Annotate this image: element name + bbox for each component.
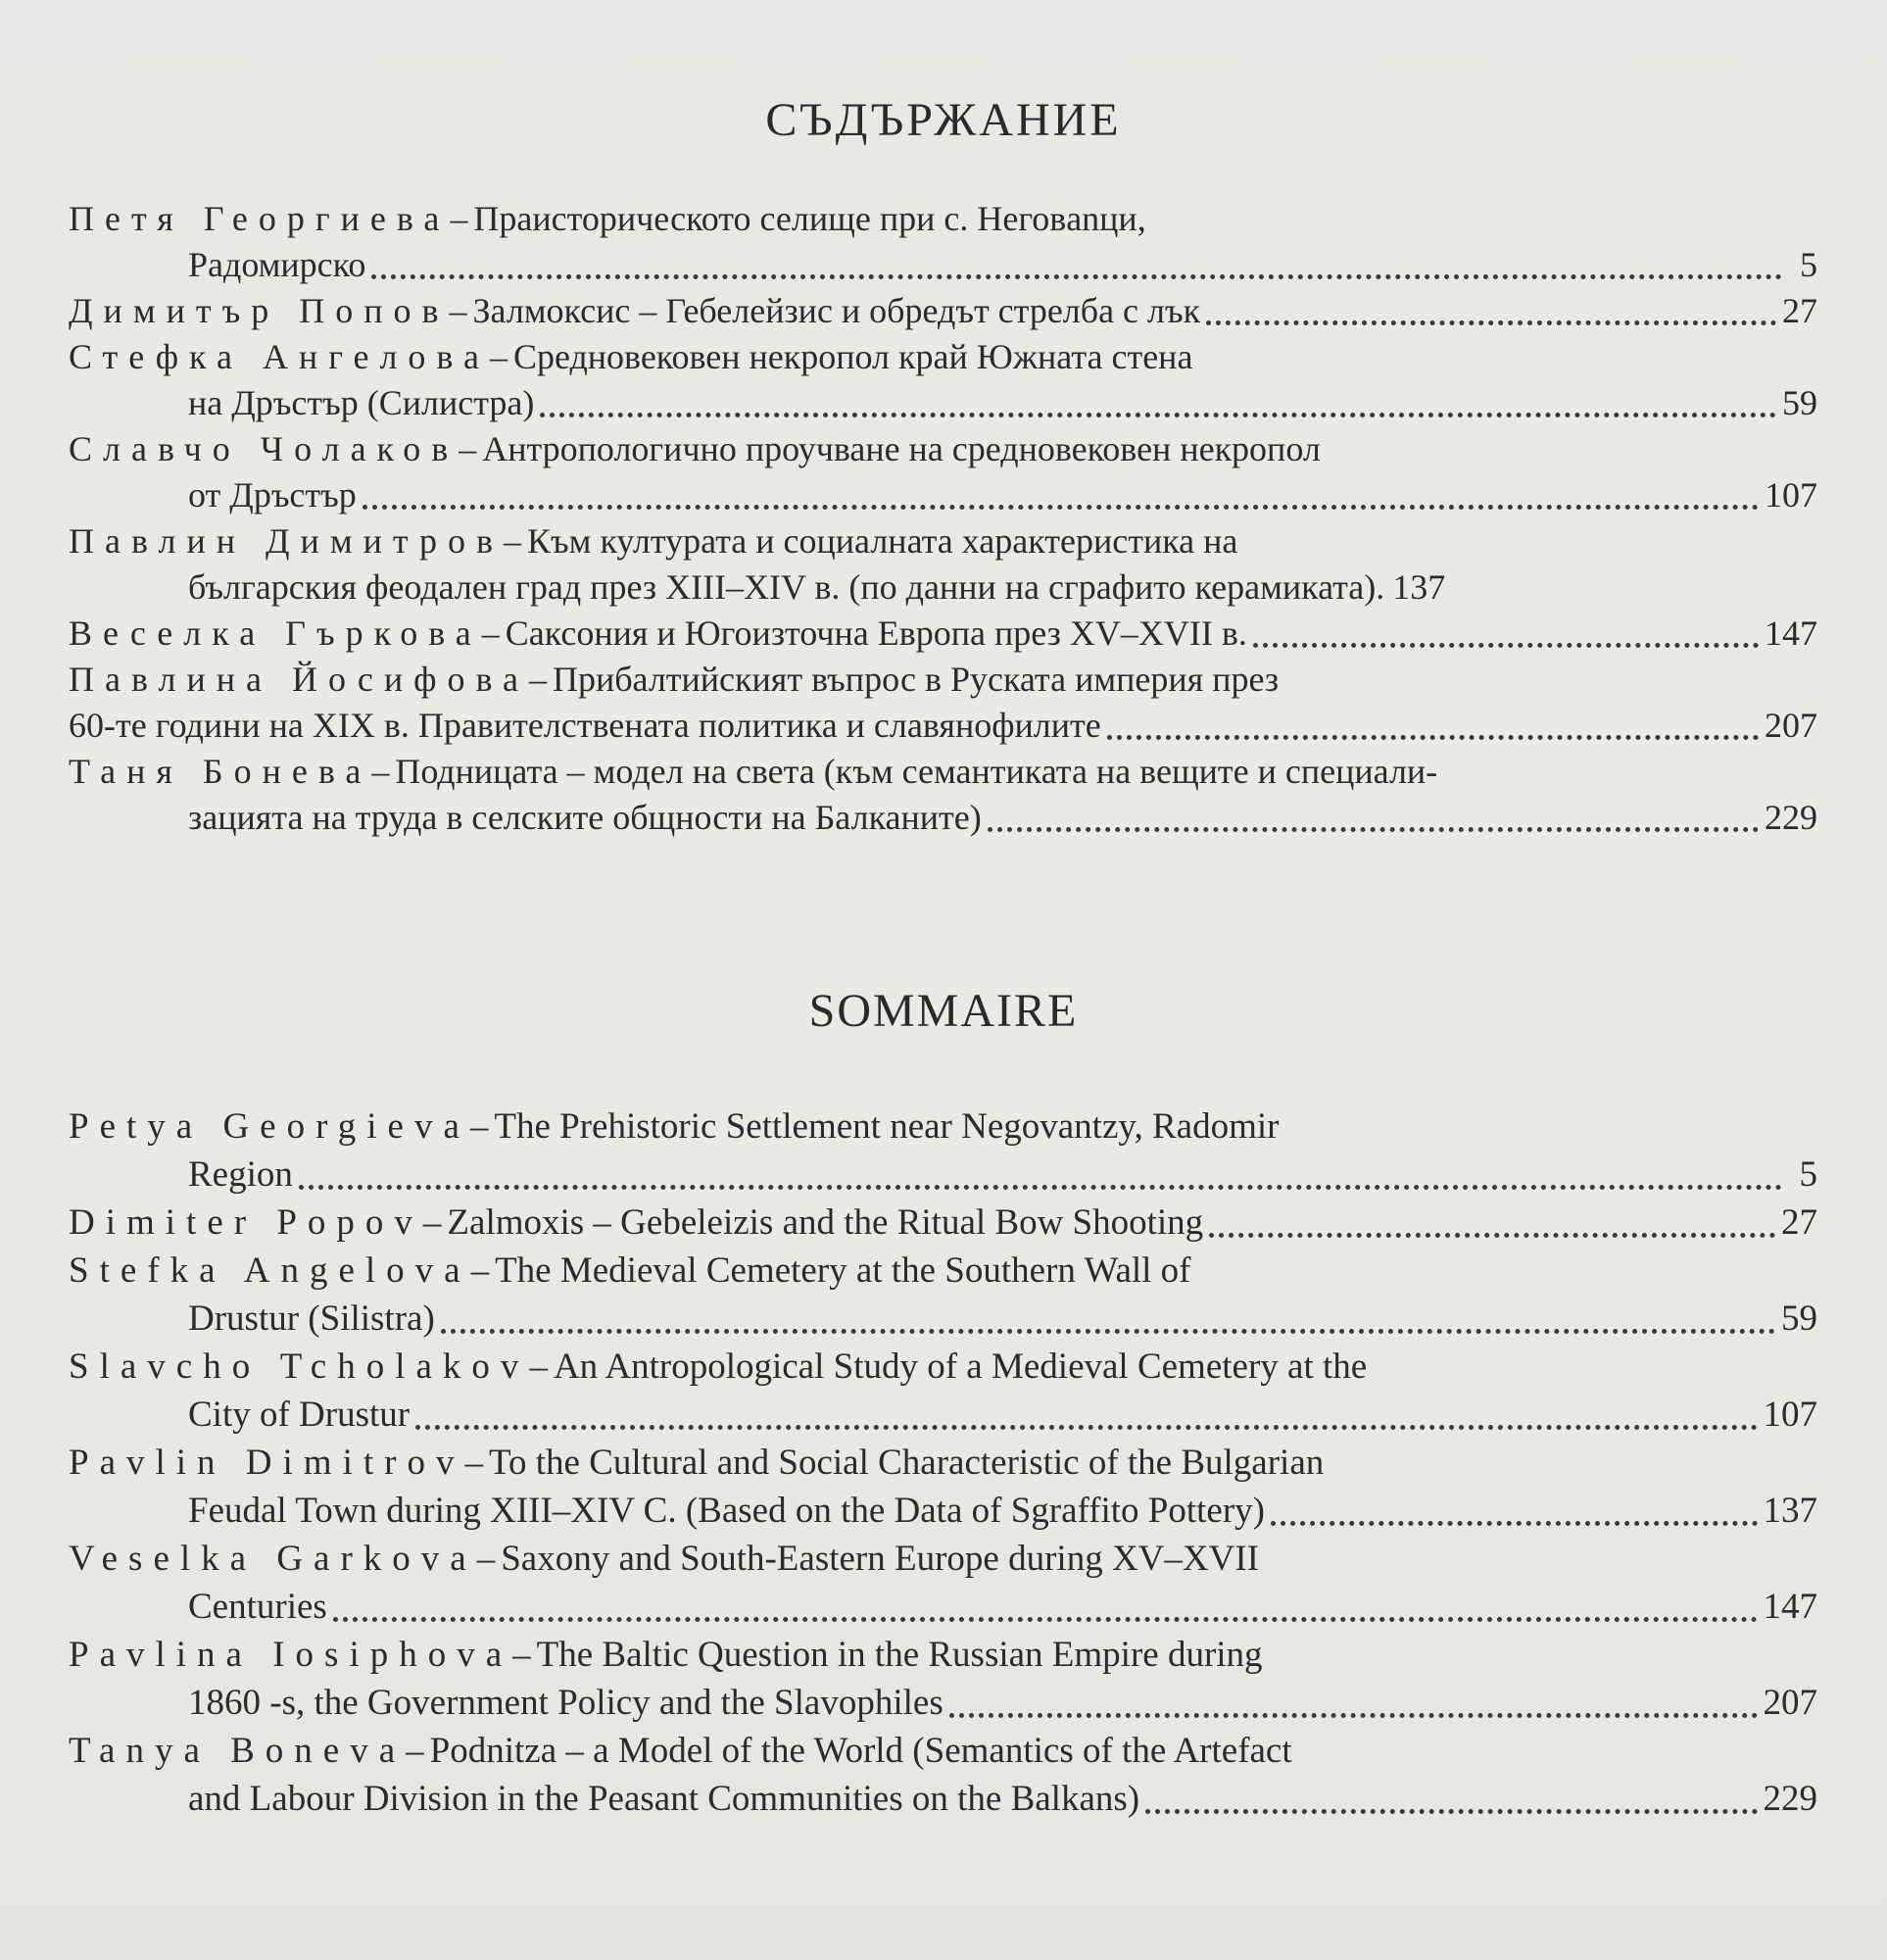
table-of-contents-fr <box>69 1102 1817 1823</box>
table-of-contents-bg <box>69 196 1817 841</box>
toc-page-number: 207 <box>1765 706 1817 745</box>
toc-page-number: 27 <box>1782 291 1817 330</box>
toc-title-continued: Радомирско <box>188 245 366 284</box>
toc-title: An Antropological Study of a Medieval Cemetery at the <box>553 1347 1368 1387</box>
toc-separator: – <box>528 660 547 699</box>
toc-title-continued: 60-те години на XIX в. Правителствената политика и славянофилите <box>69 706 1101 745</box>
toc-title-continued: българския феодален град през XIII–XIV в. (по данни на сграфито керамиката). <box>188 567 1385 607</box>
toc-title: Подницата – модел на света (към семантиката на вещите и специали- <box>395 752 1438 791</box>
toc-entry-line <box>69 1679 1817 1727</box>
toc-title: Саксония и Югоизточна Европа през XV–XVII в. <box>505 613 1247 653</box>
leader-dots <box>299 1185 1782 1190</box>
toc-entry-line <box>69 1151 1817 1199</box>
toc-separator: – <box>476 1539 496 1579</box>
toc-entry-line <box>69 334 1817 380</box>
contents-heading-bg: СЪДЪРЖАНИЕ <box>765 94 1122 146</box>
toc-entry-line <box>69 1583 1817 1631</box>
toc-author: Павлина Йосифова <box>69 660 529 699</box>
toc-entry <box>69 1102 1817 1199</box>
toc-author: Таня Бонева <box>69 752 372 791</box>
toc-title-continued: City of Drustur <box>188 1395 411 1435</box>
toc-entry-line <box>69 703 1817 749</box>
toc-title-continued: Centuries <box>188 1587 327 1627</box>
toc-entry <box>69 1343 1817 1439</box>
toc-separator: – <box>450 199 468 238</box>
toc-author: Pavlin Dimitrov <box>69 1443 465 1483</box>
toc-title: Залмоксис – Гебелейзис и обредът стрелба с лък <box>472 291 1201 330</box>
toc-author: Stefka Angelova <box>69 1250 471 1291</box>
toc-entry-line <box>69 1631 1817 1679</box>
leader-dots <box>1206 320 1776 325</box>
toc-author: Pavlina Iosiphova <box>69 1635 513 1675</box>
toc-author: Димитър Попов <box>69 291 450 330</box>
leader-dots <box>363 505 1759 510</box>
toc-entry <box>69 611 1817 657</box>
toc-entry <box>69 1727 1817 1823</box>
leader-dots <box>371 274 1782 279</box>
toc-title: Към културата и социалната характеристика на <box>527 521 1238 561</box>
toc-page-number: 147 <box>1765 613 1817 653</box>
toc-page-number: 107 <box>1765 475 1817 514</box>
toc-separator: – <box>406 1731 424 1771</box>
toc-author: Павлин Димитров <box>69 521 505 561</box>
toc-separator: – <box>469 1106 489 1147</box>
toc-title: Средновековен некропол край Южната стена <box>512 337 1193 376</box>
leader-dots <box>1253 643 1759 648</box>
toc-separator: – <box>504 521 522 561</box>
toc-entry-line <box>69 1343 1817 1391</box>
toc-entry-line <box>69 657 1817 703</box>
toc-title-continued: от Дръстър <box>188 475 357 514</box>
toc-entry-line <box>69 749 1817 795</box>
toc-page-number: 147 <box>1763 1587 1817 1627</box>
toc-title-continued: and Labour Division in the Peasant Communities on the Balkans) <box>188 1779 1140 1819</box>
toc-entry-line <box>69 1487 1817 1535</box>
toc-entry <box>69 426 1817 518</box>
leader-dots <box>1271 1521 1758 1526</box>
leader-dots <box>415 1425 1757 1430</box>
toc-entry-line <box>69 426 1817 472</box>
toc-entry-line <box>69 288 1817 334</box>
toc-title: The Prehistoric Settlement near Negovantzy, Radomir <box>494 1106 1280 1147</box>
toc-entry-line <box>69 196 1817 242</box>
toc-entry <box>69 1247 1817 1343</box>
toc-author: Стефка Ангелова <box>69 337 490 376</box>
toc-title: Podnitza – a Model of the World (Semantics of the Artefact <box>429 1731 1292 1771</box>
leader-dots <box>1107 735 1759 740</box>
toc-entry-line <box>69 564 1817 611</box>
toc-author: Petya Georgieva <box>69 1106 470 1147</box>
contents-heading-fr: SOMMAIRE <box>808 985 1079 1037</box>
toc-separator: – <box>464 1443 483 1483</box>
leader-dots <box>540 413 1776 417</box>
toc-entry <box>69 518 1817 611</box>
leader-dots <box>441 1329 1775 1334</box>
toc-entry-line <box>69 1199 1817 1247</box>
toc-separator: – <box>529 1347 548 1387</box>
toc-title: Прибалтийският въпрос в Руската империя през <box>552 660 1280 699</box>
toc-title: To the Cultural and Social Characteristic of the Bulgarian <box>488 1443 1325 1483</box>
toc-page-number: 27 <box>1781 1202 1817 1243</box>
toc-entry-line <box>69 472 1817 518</box>
toc-author: Slavcho Tcholakov <box>69 1347 530 1387</box>
toc-title-continued: зацията на труда в селските общности на Балканите) <box>188 798 982 837</box>
toc-title: The Baltic Question in the Russian Empire during <box>536 1635 1263 1675</box>
toc-separator: – <box>422 1202 442 1243</box>
toc-entry-line <box>69 1391 1817 1439</box>
toc-title: Антропологично проучване на средновековен некропол <box>482 429 1321 468</box>
toc-entry <box>69 657 1817 749</box>
toc-entry <box>69 1631 1817 1727</box>
toc-entry <box>69 1439 1817 1535</box>
toc-title-continued: Feudal Town during XIII–XIV C. (Based on the Data of Sgraffito Pottery) <box>188 1491 1265 1531</box>
toc-entry-line <box>69 1727 1817 1775</box>
toc-page-number: 5 <box>1799 1154 1817 1195</box>
toc-page-number: 59 <box>1781 1298 1817 1339</box>
toc-page-number: 137 <box>1763 1491 1817 1531</box>
toc-separator: – <box>481 613 500 653</box>
toc-title: Saxony and South-Eastern Europe during XV–XVII <box>501 1539 1259 1579</box>
toc-title: Zalmoxis – Gebeleizis and the Ritual Bow Shooting <box>447 1202 1204 1243</box>
toc-entry-line <box>69 1247 1817 1295</box>
leader-dots <box>1209 1233 1775 1238</box>
toc-entry <box>69 1199 1817 1247</box>
toc-page-number: 107 <box>1763 1395 1817 1435</box>
toc-separator: – <box>470 1250 490 1291</box>
toc-entry-line <box>69 611 1817 657</box>
toc-entry-line <box>69 518 1817 564</box>
toc-page-number: 5 <box>1800 245 1817 284</box>
toc-author: Veselka Garkova <box>69 1539 477 1579</box>
toc-entry <box>69 1535 1817 1631</box>
toc-entry-line <box>69 1295 1817 1343</box>
leader-dots <box>333 1617 1758 1622</box>
toc-separator: – <box>449 291 467 330</box>
leader-dots <box>949 1713 1758 1718</box>
toc-separator: – <box>512 1635 531 1675</box>
toc-page-number: 229 <box>1765 798 1817 837</box>
toc-page-number: 59 <box>1782 383 1817 422</box>
toc-title-continued: Drustur (Silistra) <box>188 1298 435 1339</box>
toc-author: Веселка Гъркова <box>69 613 482 653</box>
toc-separator: – <box>459 429 477 468</box>
toc-title-continued: на Дръстър (Силистра) <box>188 383 535 422</box>
leader-dots <box>1145 1809 1757 1814</box>
toc-title: Праисторическото селище при с. Неговanци, <box>473 199 1146 238</box>
toc-entry-line <box>69 795 1817 841</box>
toc-title-continued: 1860 -s, the Government Policy and the Slavophiles <box>188 1683 944 1723</box>
toc-author: Dimiter Popov <box>69 1202 423 1243</box>
toc-title: The Medieval Cemetery at the Southern Wall of <box>495 1250 1191 1291</box>
toc-entry-line <box>69 1535 1817 1583</box>
toc-page-number: 137 <box>1392 567 1446 607</box>
toc-author: Славчо Чолаков <box>69 429 460 468</box>
toc-entry-line <box>69 1775 1817 1823</box>
toc-entry-line <box>69 242 1817 288</box>
toc-entry <box>69 334 1817 426</box>
toc-entry <box>69 749 1817 841</box>
toc-entry-line <box>69 1102 1817 1151</box>
toc-entry-line <box>69 1439 1817 1487</box>
toc-entry-line <box>69 380 1817 426</box>
toc-page-number: 229 <box>1763 1779 1817 1819</box>
toc-entry <box>69 196 1817 288</box>
toc-author: Tanya Boneva <box>69 1731 407 1771</box>
toc-author: Петя Георгиева <box>69 199 451 238</box>
toc-separator: – <box>489 337 508 376</box>
toc-separator: – <box>371 752 390 791</box>
toc-page-number: 207 <box>1763 1683 1817 1723</box>
leader-dots <box>988 827 1759 832</box>
toc-entry <box>69 288 1817 334</box>
toc-title-continued: Region <box>188 1154 293 1195</box>
